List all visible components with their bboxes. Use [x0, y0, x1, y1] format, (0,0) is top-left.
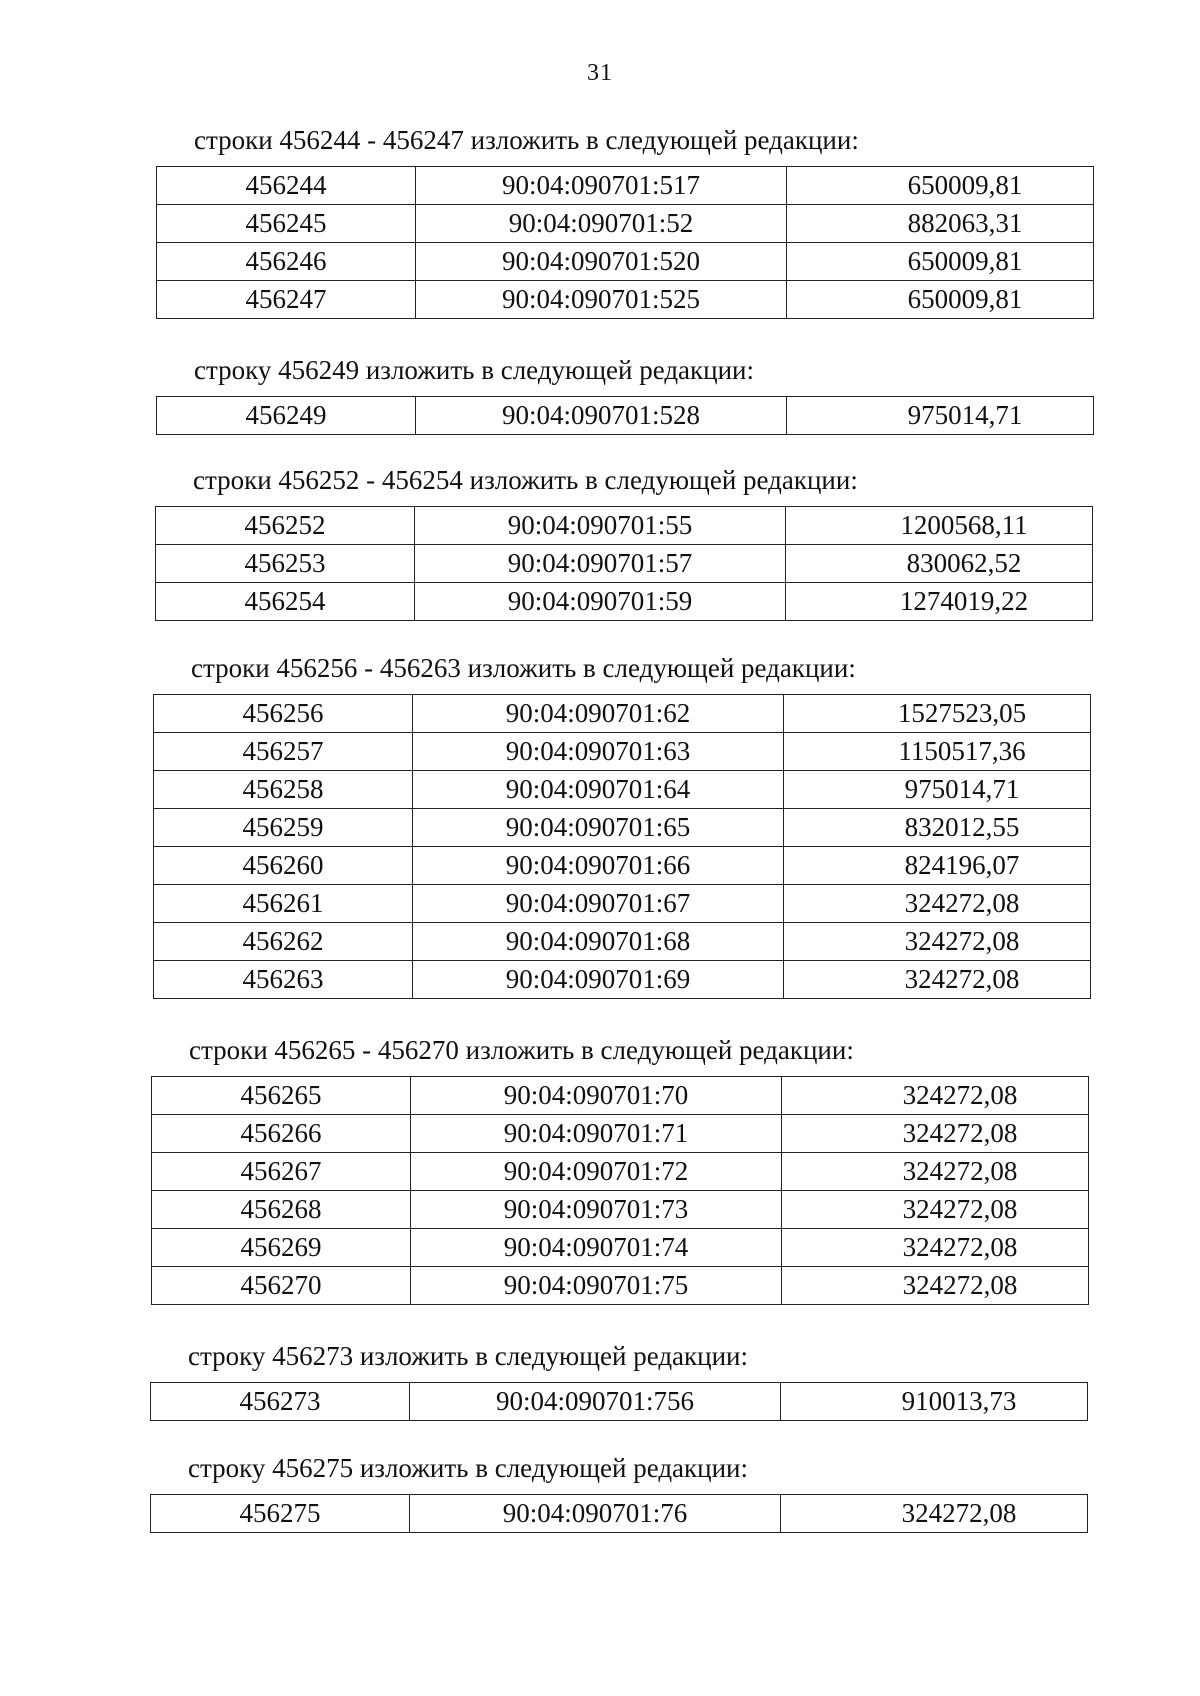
table-row: [154, 961, 1091, 999]
value-text: 975014,71: [904, 774, 1020, 804]
section-heading: строки 456256 - 456263 изложить в следующей редакции:: [191, 653, 856, 683]
section-heading: строку 456275 изложить в следующей редакции:: [188, 1453, 749, 1483]
table-body: [157, 397, 1094, 435]
cadastral-number-cell: 90:04:090701:72: [411, 1153, 782, 1191]
value-text: 975014,71: [907, 400, 1023, 430]
value-text: 324272,08: [902, 1118, 1018, 1148]
row-number-cell: 456265: [152, 1077, 411, 1115]
table-body: [151, 1495, 1088, 1533]
table-row: [154, 923, 1091, 961]
cadastral-number-cell: 90:04:090701:525: [416, 281, 787, 319]
table-row: [156, 507, 1093, 545]
value-cell: [784, 923, 1091, 961]
row-number-cell: 456244: [157, 167, 416, 205]
row-number-cell: 456247: [157, 281, 416, 319]
table-row: [154, 847, 1091, 885]
amendment-section: [156, 354, 1094, 435]
value-cell: [784, 695, 1091, 733]
value-text: 324272,08: [902, 1156, 1018, 1186]
cadastral-number-cell: 90:04:090701:76: [410, 1495, 781, 1533]
table-row: [154, 695, 1091, 733]
value-cell: [787, 205, 1094, 243]
row-number-cell: 456246: [157, 243, 416, 281]
row-number-cell: 456267: [152, 1153, 411, 1191]
table-row: [152, 1077, 1089, 1115]
value-text: 650009,81: [907, 170, 1023, 200]
row-number-cell: 456260: [154, 847, 413, 885]
value-cell: [787, 243, 1094, 281]
row-number-cell: 456256: [154, 695, 413, 733]
table-row: [152, 1153, 1089, 1191]
value-cell: [782, 1267, 1089, 1305]
table-row: [156, 583, 1093, 621]
table-body: [151, 1383, 1088, 1421]
section-heading: строку 456249 изложить в следующей редакции:: [194, 355, 755, 385]
cadastral-number-cell: 90:04:090701:63: [413, 733, 784, 771]
table-row: [157, 281, 1094, 319]
value-cell: [784, 809, 1091, 847]
table-body: [152, 1077, 1089, 1305]
value-text: 324272,08: [902, 1080, 1018, 1110]
table-row: [151, 1383, 1088, 1421]
value-text: 324272,08: [904, 888, 1020, 918]
table-body: [156, 507, 1093, 621]
amendment-table: [156, 166, 1094, 319]
cadastral-number-cell: 90:04:090701:65: [413, 809, 784, 847]
row-number-cell: 456253: [156, 545, 415, 583]
value-text: 650009,81: [907, 246, 1023, 276]
row-number-cell: 456266: [152, 1115, 411, 1153]
row-number-cell: 456269: [152, 1229, 411, 1267]
value-cell: [784, 847, 1091, 885]
value-cell: [782, 1077, 1089, 1115]
table-body: [157, 167, 1094, 319]
cadastral-number-cell: 90:04:090701:74: [411, 1229, 782, 1267]
value-cell: [784, 733, 1091, 771]
value-text: 324272,08: [902, 1270, 1018, 1300]
table-row: [157, 243, 1094, 281]
value-text: 830062,52: [906, 548, 1022, 578]
cadastral-number-cell: 90:04:090701:69: [413, 961, 784, 999]
amendment-section: [156, 124, 1094, 319]
section-heading: строку 456273 изложить в следующей редакции:: [188, 1341, 749, 1371]
cadastral-number-cell: 90:04:090701:66: [413, 847, 784, 885]
cadastral-number-cell: 90:04:090701:517: [416, 167, 787, 205]
value-cell: [784, 885, 1091, 923]
amendment-section: [150, 1452, 1088, 1533]
row-number-cell: 456258: [154, 771, 413, 809]
value-text: 324272,08: [901, 1498, 1017, 1528]
amendment-section: [150, 1340, 1088, 1421]
row-number-cell: 456268: [152, 1191, 411, 1229]
value-text: 324272,08: [904, 964, 1020, 994]
amendment-table: [153, 694, 1091, 999]
row-number-cell: 456275: [151, 1495, 410, 1533]
cadastral-number-cell: 90:04:090701:52: [416, 205, 787, 243]
value-cell: [786, 545, 1093, 583]
amendment-section: [155, 464, 1093, 621]
cadastral-number-cell: 90:04:090701:73: [411, 1191, 782, 1229]
value-text: 882063,31: [907, 208, 1023, 238]
value-text: 650009,81: [907, 284, 1023, 314]
table-row: [152, 1229, 1089, 1267]
value-text: 824196,07: [904, 850, 1020, 880]
row-number-cell: 456249: [157, 397, 416, 435]
cadastral-number-cell: 90:04:090701:57: [415, 545, 786, 583]
table-row: [157, 397, 1094, 435]
cadastral-number-cell: 90:04:090701:75: [411, 1267, 782, 1305]
row-number-cell: 456254: [156, 583, 415, 621]
value-cell: [787, 167, 1094, 205]
amendment-section: [153, 652, 1091, 999]
value-cell: [784, 961, 1091, 999]
value-text: 324272,08: [902, 1232, 1018, 1262]
value-text: 1200568,11: [900, 510, 1028, 540]
cadastral-number-cell: 90:04:090701:67: [413, 885, 784, 923]
table-row: [154, 809, 1091, 847]
amendment-section: [151, 1034, 1089, 1305]
cadastral-number-cell: 90:04:090701:528: [416, 397, 787, 435]
cadastral-number-cell: 90:04:090701:756: [410, 1383, 781, 1421]
row-number-cell: 456273: [151, 1383, 410, 1421]
value-cell: [787, 281, 1094, 319]
row-number-cell: 456270: [152, 1267, 411, 1305]
value-text: 910013,73: [901, 1386, 1017, 1416]
cadastral-number-cell: 90:04:090701:520: [416, 243, 787, 281]
amendment-table: [155, 506, 1093, 621]
table-row: [156, 545, 1093, 583]
value-cell: [786, 583, 1093, 621]
cadastral-number-cell: 90:04:090701:64: [413, 771, 784, 809]
table-row: [157, 167, 1094, 205]
cadastral-number-cell: 90:04:090701:70: [411, 1077, 782, 1115]
row-number-cell: 456263: [154, 961, 413, 999]
value-cell: [786, 507, 1093, 545]
row-number-cell: 456259: [154, 809, 413, 847]
table-row: [154, 771, 1091, 809]
section-heading: строки 456252 - 456254 изложить в следующей редакции:: [193, 465, 858, 495]
value-cell: [784, 771, 1091, 809]
amendment-table: [150, 1494, 1088, 1533]
amendment-table: [156, 396, 1094, 435]
value-cell: [782, 1153, 1089, 1191]
value-text: 1527523,05: [897, 698, 1027, 728]
table-row: [152, 1191, 1089, 1229]
row-number-cell: 456261: [154, 885, 413, 923]
section-heading: строки 456265 - 456270 изложить в следующей редакции:: [189, 1035, 854, 1065]
value-text: 324272,08: [904, 926, 1020, 956]
amendment-table: [150, 1382, 1088, 1421]
table-row: [151, 1495, 1088, 1533]
row-number-cell: 456262: [154, 923, 413, 961]
cadastral-number-cell: 90:04:090701:55: [415, 507, 786, 545]
value-text: 1274019,22: [899, 586, 1029, 616]
row-number-cell: 456252: [156, 507, 415, 545]
value-cell: [781, 1495, 1088, 1533]
value-cell: [782, 1115, 1089, 1153]
table-row: [152, 1267, 1089, 1305]
page-number: 31: [587, 60, 613, 86]
value-text: 1150517,36: [898, 736, 1026, 766]
value-cell: [782, 1229, 1089, 1267]
row-number-cell: 456245: [157, 205, 416, 243]
cadastral-number-cell: 90:04:090701:59: [415, 583, 786, 621]
value-cell: [782, 1191, 1089, 1229]
amendment-table: [151, 1076, 1089, 1305]
table-row: [154, 733, 1091, 771]
cadastral-number-cell: 90:04:090701:62: [413, 695, 784, 733]
value-text: 324272,08: [902, 1194, 1018, 1224]
table-row: [157, 205, 1094, 243]
value-text: 832012,55: [904, 812, 1020, 842]
table-body: [154, 695, 1091, 999]
table-row: [152, 1115, 1089, 1153]
value-cell: [781, 1383, 1088, 1421]
cadastral-number-cell: 90:04:090701:71: [411, 1115, 782, 1153]
cadastral-number-cell: 90:04:090701:68: [413, 923, 784, 961]
value-cell: [787, 397, 1094, 435]
section-heading: строки 456244 - 456247 изложить в следующей редакции:: [194, 125, 859, 155]
row-number-cell: 456257: [154, 733, 413, 771]
table-row: [154, 885, 1091, 923]
